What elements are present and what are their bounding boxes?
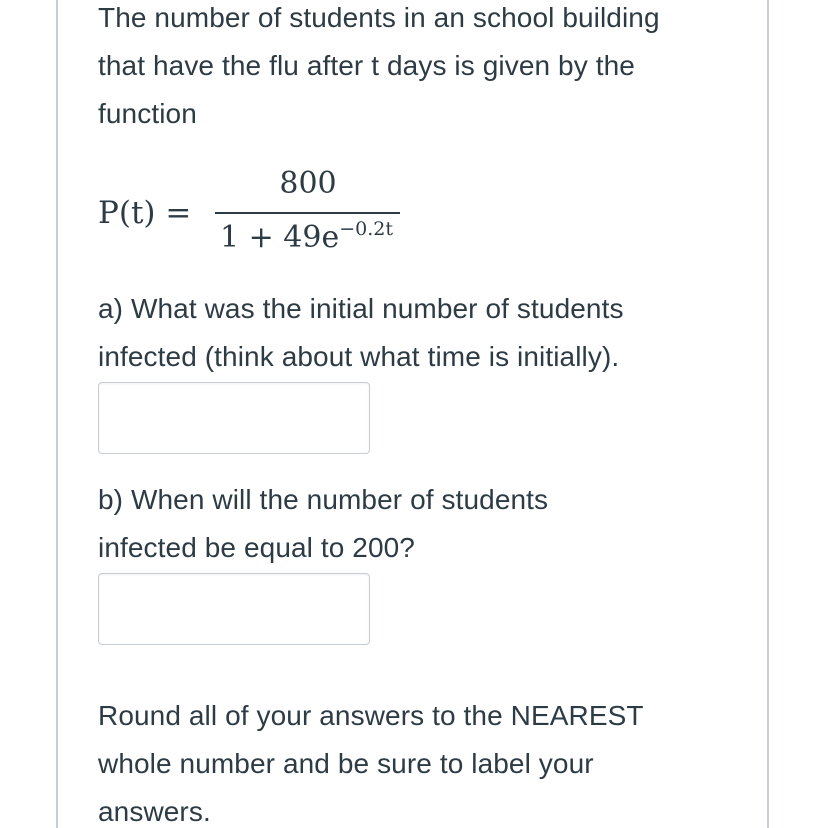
part-a-prompt — [98, 285, 738, 381]
formula-lhs: P(t) = — [98, 195, 192, 231]
panel-right-border — [767, 0, 769, 828]
denominator-base: 1 + 49e — [220, 220, 340, 255]
part-b-answer-input[interactable] — [98, 573, 370, 645]
fraction-bar — [215, 212, 400, 214]
formula-numerator: 800 — [279, 166, 337, 201]
denominator-exponent: −0.2t — [339, 218, 394, 240]
question-intro — [98, 0, 738, 138]
instruction-line: answers. — [98, 796, 211, 827]
part-b-line: b) When will the number of students — [98, 484, 549, 515]
part-b-prompt — [98, 476, 738, 572]
logistic-formula — [98, 160, 418, 260]
part-a-line: a) What was the initial number of students — [98, 293, 624, 324]
instruction-line: Round all of your answers to the NEAREST — [98, 700, 644, 731]
part-b-line: infected be equal to 200? — [98, 532, 415, 563]
intro-line: function — [98, 98, 197, 129]
rounding-instructions — [98, 692, 738, 828]
formula-denominator — [220, 220, 393, 255]
part-a-answer-input[interactable] — [98, 382, 370, 454]
part-a-line: infected (think about what time is initially). — [98, 341, 620, 372]
intro-line: that have the flu after t days is given by the — [98, 50, 635, 81]
instruction-line: whole number and be sure to label your — [98, 748, 594, 779]
panel-left-border — [56, 0, 58, 828]
intro-line: The number of students in an school building — [98, 2, 660, 33]
